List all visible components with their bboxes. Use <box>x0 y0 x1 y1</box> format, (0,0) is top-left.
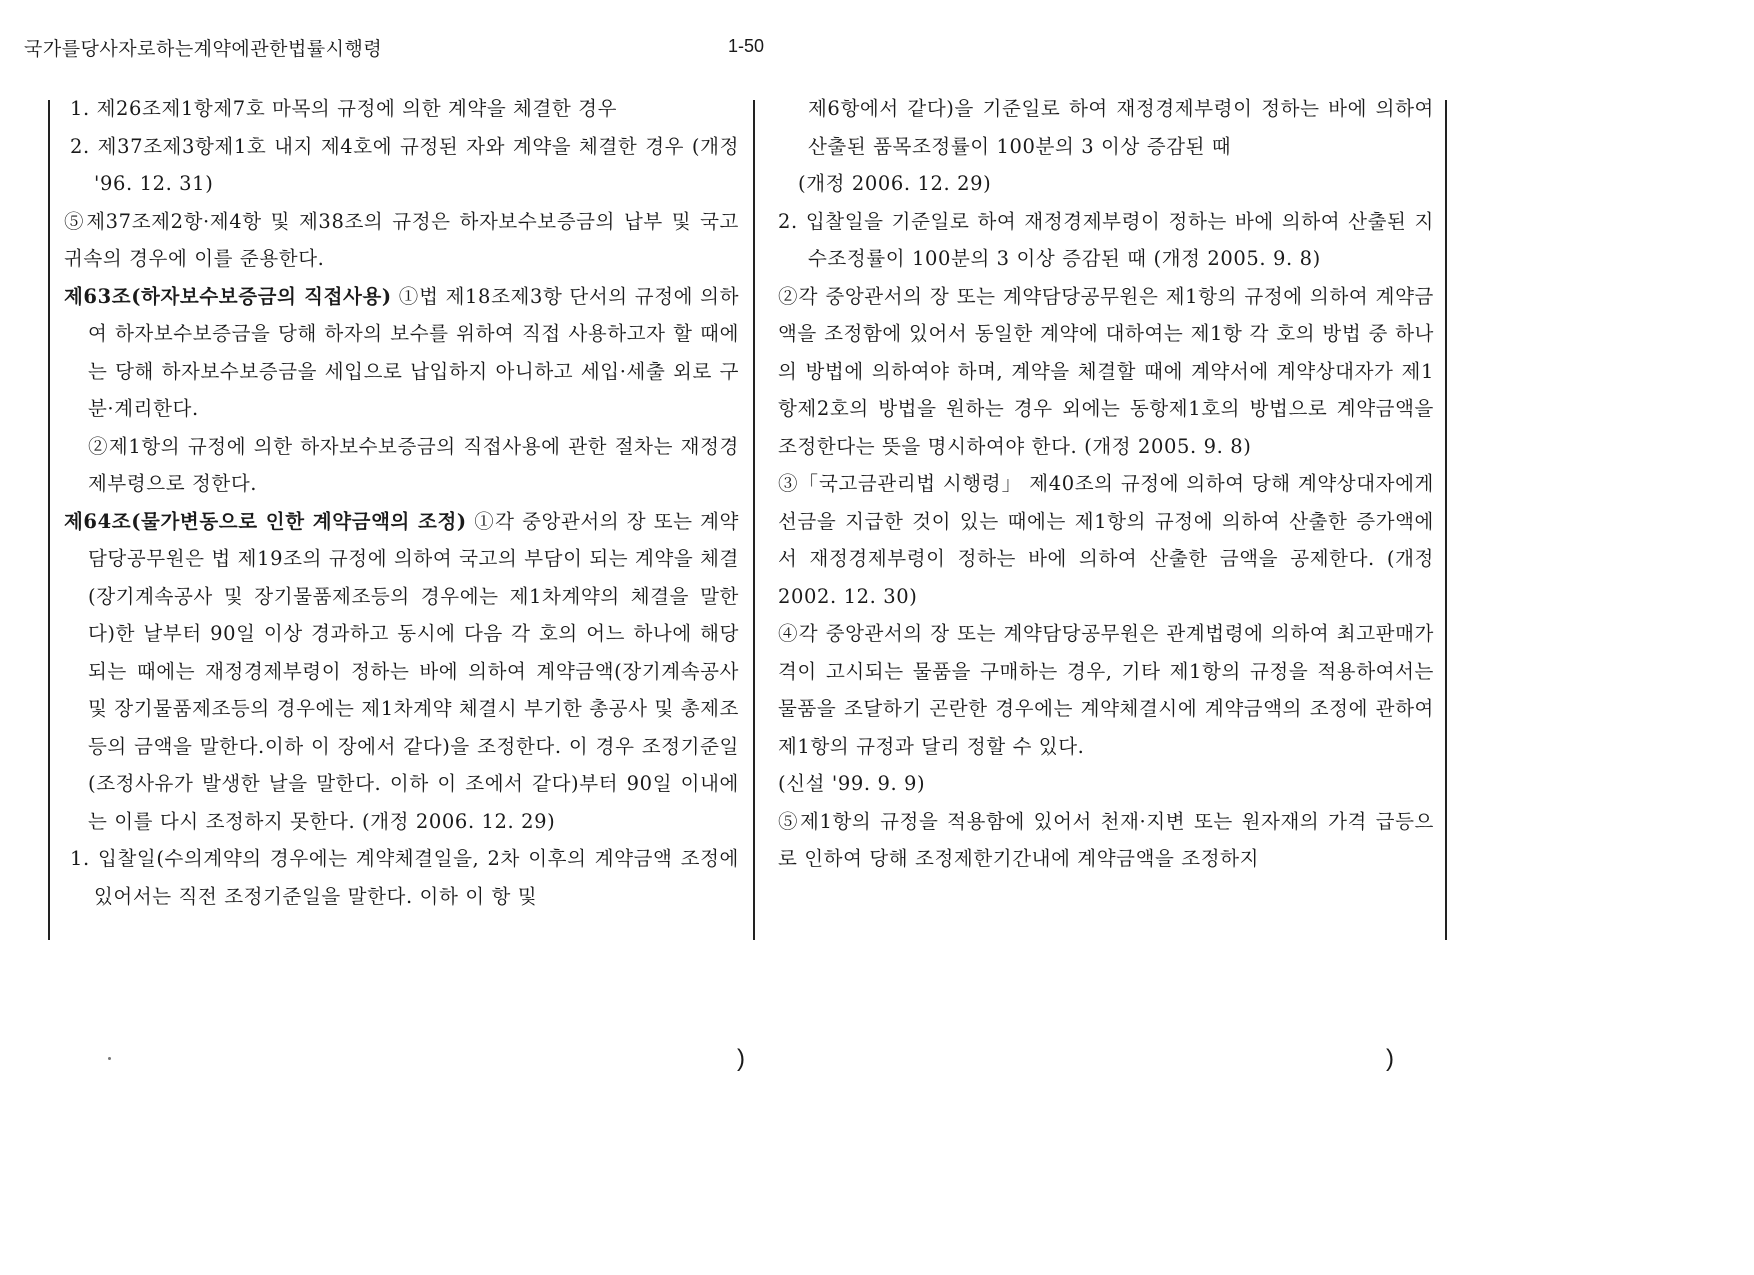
article-64 <box>64 503 739 841</box>
page-number: 1-50 <box>728 36 765 56</box>
list-item: 1. 제26조제1항제7호 마목의 규정에 의한 계약을 체결한 경우 <box>70 97 618 120</box>
list-item: 1. 입찰일(수의계약의 경우에는 계약체결일을, 2차 이후의 계약금액 조정에 있어서는 직전 조정기준일을 말한다. 이하 이 항 및 <box>70 847 739 908</box>
list-item-continuation: 제6항에서 같다)을 기준일로 하여 재정경제부령이 정하는 바에 의하여 산출된 품목조정률이 100분의 3 이상 증감된 때 <box>808 97 1434 158</box>
page-header-title: 국가를당사자로하는계약에관한법률시행령 <box>24 38 383 60</box>
paragraph: ②각 중앙관서의 장 또는 계약담당공무원은 제1항의 규정에 의하여 계약금액을 조정함에 있어서 동일한 계약에 대하여는 제1항 각 호의 방법 중 하나의 방법에 의하여야 하며, 계약을 체결할 때에 계약서에 계약상대자가 제1항제2호의 방법을 원하는 경우 외에는 동항제1호의 방법으로 계약금액을 조정한다는 뜻을 명시하여야 한다. (개정 2005. 9. 8) <box>778 284 1434 458</box>
list-item: 2. 입찰일을 기준일로 하여 재정경제부령이 정하는 바에 의하여 산출된 지수조정률이 100분의 3 이상 증감된 때 (개정 2005. 9. 8) <box>778 209 1434 270</box>
footer-mark-left: ) <box>737 1045 745 1072</box>
list-item: 2. 제37조제3항제1호 내지 제4호에 규정된 자와 계약을 체결한 경우 (개정 '96. 12. 31) <box>70 134 739 195</box>
right-column-rule <box>1445 100 1447 940</box>
right-column <box>778 90 1434 878</box>
article-64-text: ①각 중앙관서의 장 또는 계약담당공무원은 법 제19조의 규정에 의하여 국고의 부담이 되는 계약을 체결(장기계속공사 및 장기물품제조등의 경우에는 제1차계약의 체결을 말한다)한 날부터 90일 이상 경과하고 동시에 다음 각 호의 어느 하나에 해당되는 때에는 재정경제부령이 정하는 바에 의하여 계약금액(장기계속공사 및 장기물품제조등의 경우에는 제1차계약 체결시 부기한 총공사 및 총제조등의 금액을 말한다.이하 이 장에서 같다)을 조정한다. 이 경우 조정기준일(조정사유가 발생한 날을 말한다. 이하 이 조에서 같다)부터 90일 이내에는 이를 다시 조정하지 못한다. (개정 2006. 12. 29) <box>88 509 739 833</box>
left-column <box>64 90 739 915</box>
paragraph: ④각 중앙관서의 장 또는 계약담당공무원은 관계법령에 의하여 최고판매가격이 고시되는 물품을 구매하는 경우, 기타 제1항의 규정을 적용하여서는 물품을 조달하기 곤란한 경우에는 계약체결시에 계약금액의 조정에 관하여 제1항의 규정과 달리 정할 수 있다. <box>778 622 1434 758</box>
amendment-note: (신설 '99. 9. 9) <box>778 772 926 795</box>
paragraph: ③「국고금관리법 시행령」 제40조의 규정에 의하여 당해 계약상대자에게 선금을 지급한 것이 있는 때에는 제1항의 규정에 의하여 산출한 증가액에서 재정경제부령이 정하는 바에 의하여 산출한 금액을 공제한다. (개정 2002. 12. 30) <box>778 472 1434 608</box>
article-64-title: 제64조(물가변동으로 인한 계약금액의 조정) <box>64 509 467 533</box>
article-63-title: 제63조(하자보수보증금의 직접사용) <box>64 284 392 308</box>
scan-speck <box>108 1057 111 1060</box>
paragraph: ②제1항의 규정에 의한 하자보수보증금의 직접사용에 관한 절차는 재정경제부령으로 정한다. <box>88 434 739 495</box>
left-column-rule <box>48 100 50 940</box>
footer-mark-right: ) <box>1386 1045 1394 1072</box>
paragraph: ⑤제37조제2항·제4항 및 제38조의 규정은 하자보수보증금의 납부 및 국고귀속의 경우에 이를 준용한다. <box>64 209 739 270</box>
center-column-rule <box>753 100 755 940</box>
paragraph: ⑤제1항의 규정을 적용함에 있어서 천재·지변 또는 원자재의 가격 급등으로 인하여 당해 조정제한기간내에 계약금액을 조정하지 <box>778 809 1434 870</box>
article-63-text: ①법 제18조제3항 단서의 규정에 의하여 하자보수보증금을 당해 하자의 보수를 위하여 직접 사용하고자 할 때에는 당해 하자보수보증금을 세입으로 납입하지 아니하고 세입·세출 외로 구분·계리한다. <box>88 284 740 420</box>
amendment-note: (개정 2006. 12. 29) <box>798 172 992 195</box>
article-63 <box>64 278 739 428</box>
